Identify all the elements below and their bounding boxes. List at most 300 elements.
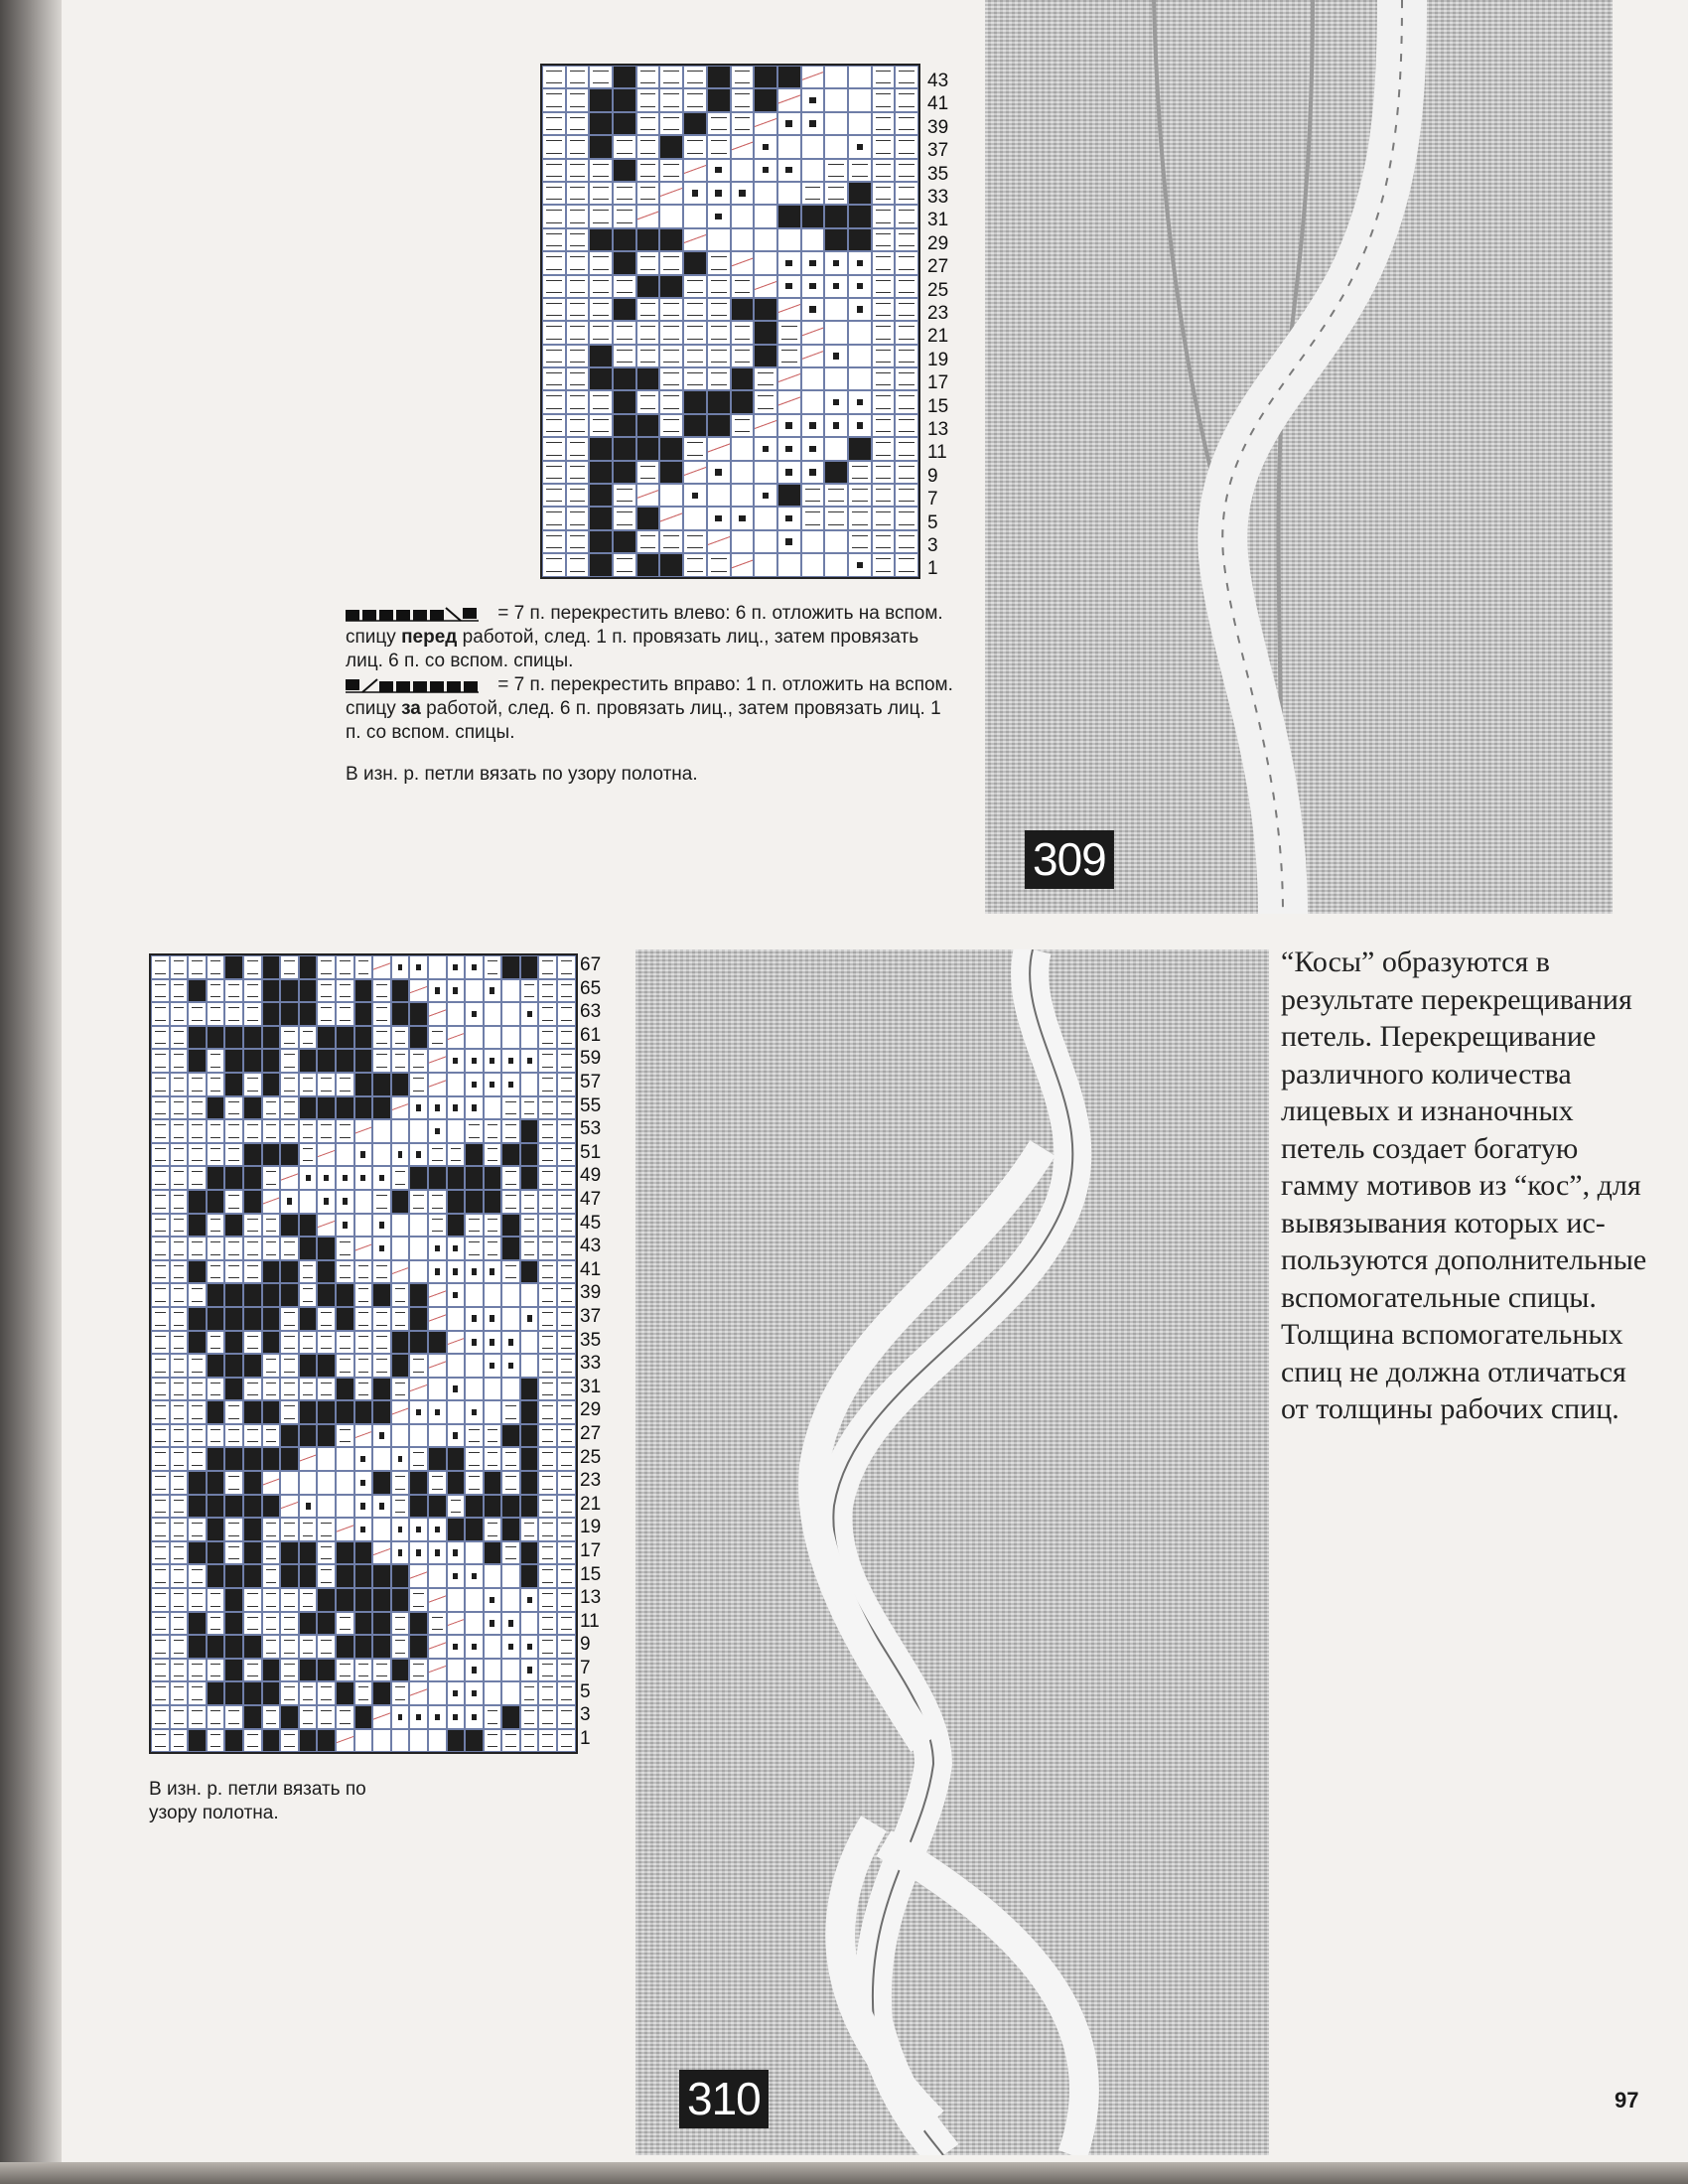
chart-cell (872, 484, 896, 507)
chart-cell (520, 1681, 539, 1705)
chart-cell (336, 979, 354, 1003)
chart-cell (188, 1002, 207, 1026)
chart-cell (170, 1049, 189, 1073)
chart-cell (151, 1283, 170, 1307)
chart-cell (895, 484, 918, 507)
chart-cell (557, 1307, 576, 1331)
chart-cell (317, 1260, 336, 1284)
row-number: 11 (580, 1610, 600, 1632)
chart-cell (280, 1705, 299, 1729)
chart-cell (731, 228, 755, 251)
chart-cell (731, 367, 755, 390)
chart-cell (428, 1541, 447, 1565)
chart-cell (801, 345, 825, 367)
chart-cell (428, 1331, 447, 1355)
chart-cell (391, 1026, 410, 1050)
chart-cell (243, 1705, 262, 1729)
chart-cell (484, 1190, 502, 1214)
chart-cell (520, 1049, 539, 1073)
chart-cell (824, 414, 848, 437)
chart-cell (372, 1378, 391, 1401)
chart-cell (566, 367, 590, 390)
chart-cell (207, 1681, 225, 1705)
chart-cell (354, 1260, 373, 1284)
chart-cell (589, 159, 613, 182)
chart-cell (447, 1681, 466, 1705)
chart-cell (188, 1307, 207, 1331)
chart-cell (391, 1049, 410, 1073)
chart-cell (566, 530, 590, 553)
chart-cell (170, 1495, 189, 1519)
chart-cell (372, 979, 391, 1003)
chart-cell (542, 321, 566, 344)
chart-cell (243, 1588, 262, 1612)
chart-cell (280, 1635, 299, 1659)
chart-cell (317, 1096, 336, 1120)
chart-cell (170, 1541, 189, 1565)
chart-cell (520, 979, 539, 1003)
row-number: 51 (580, 1141, 602, 1163)
row-number: 23 (927, 303, 949, 324)
chart-cell (557, 1424, 576, 1448)
chart-cell (731, 461, 755, 484)
chart-cell (409, 1378, 428, 1401)
page-number: 97 (1615, 2088, 1639, 2112)
chart-cell (895, 275, 918, 298)
chart-cell (428, 1119, 447, 1143)
chart-cell (501, 1681, 520, 1705)
chart-cell (659, 530, 683, 553)
chart-cell (848, 345, 872, 367)
chart-cell (538, 1659, 557, 1682)
chart-cell (589, 345, 613, 367)
chart-cell (659, 321, 683, 344)
chart-cell (707, 553, 731, 576)
chart-cell (484, 1237, 502, 1260)
chart-cell (170, 1073, 189, 1096)
chart-cell (538, 1681, 557, 1705)
chart-cell (465, 1283, 484, 1307)
chart-cell (754, 205, 777, 227)
chart-cell (280, 1518, 299, 1541)
chart-cell (484, 1400, 502, 1424)
chart-cell (848, 461, 872, 484)
chart-cell (801, 321, 825, 344)
chart-cell (262, 1447, 281, 1471)
chart-cell (354, 1143, 373, 1167)
chart-cell (557, 1471, 576, 1495)
chart-cell (557, 1378, 576, 1401)
chart-cell (280, 1564, 299, 1588)
chart-cell (484, 1495, 502, 1519)
chart-cell (188, 1073, 207, 1096)
chart-cell (848, 367, 872, 390)
chart-cell (262, 1612, 281, 1636)
chart-cell (754, 321, 777, 344)
chart-cell (542, 367, 566, 390)
chart-cell (895, 135, 918, 158)
chart-cell (336, 1283, 354, 1307)
row-number: 7 (580, 1658, 591, 1678)
chart-cell (848, 251, 872, 274)
chart-cell (243, 1237, 262, 1260)
chart-cell (447, 979, 466, 1003)
chart-cell (151, 1378, 170, 1401)
chart-cell (336, 1400, 354, 1424)
chart-cell (754, 251, 777, 274)
chart-cell (636, 228, 660, 251)
row-number: 63 (580, 1001, 602, 1023)
chart-cell (538, 1002, 557, 1026)
chart-cell (207, 1002, 225, 1026)
chart-cell (542, 414, 566, 437)
chart-cell (336, 1049, 354, 1073)
chart-cell (447, 1541, 466, 1565)
chart-cell (372, 1518, 391, 1541)
chart-cell (501, 1073, 520, 1096)
chart-cell (207, 1166, 225, 1190)
row-number: 19 (927, 349, 949, 370)
chart-cell (447, 1659, 466, 1682)
chart-cell (465, 1119, 484, 1143)
chart-cell (824, 390, 848, 413)
chart-cell (354, 1705, 373, 1729)
chart-cell (170, 1260, 189, 1284)
chart-cell (731, 298, 755, 321)
chart-cell (659, 88, 683, 111)
chart-cell (224, 1354, 243, 1378)
chart-cell (170, 1214, 189, 1238)
chart-cell (336, 1564, 354, 1588)
chart-309-legend (346, 602, 961, 787)
chart-cell (447, 1495, 466, 1519)
chart-cell (707, 275, 731, 298)
chart-cell (243, 1378, 262, 1401)
chart-cell (243, 1026, 262, 1050)
chart-cell (542, 66, 566, 88)
chart-cell (777, 345, 801, 367)
chart-cell (170, 1283, 189, 1307)
chart-cell (151, 1447, 170, 1471)
chart-cell (354, 1612, 373, 1636)
chart-cell (566, 484, 590, 507)
chart-cell (280, 1588, 299, 1612)
chart-cell (659, 507, 683, 529)
chart-cell (447, 1564, 466, 1588)
chart-cell (207, 1119, 225, 1143)
row-number: 15 (580, 1563, 602, 1585)
chart-cell (447, 1612, 466, 1636)
chart-cell (409, 1471, 428, 1495)
chart-cell (317, 1729, 336, 1753)
chart-cell (824, 88, 848, 111)
chart-cell (409, 1190, 428, 1214)
chart-cell (707, 437, 731, 460)
chart-cell (557, 1612, 576, 1636)
chart-cell (520, 1026, 539, 1050)
chart-cell (731, 484, 755, 507)
chart-cell (391, 1260, 410, 1284)
chart-cell (188, 1518, 207, 1541)
chart-cell (280, 979, 299, 1003)
chart-cell (566, 182, 590, 205)
chart-cell (299, 1378, 318, 1401)
chart-cell (824, 461, 848, 484)
chart-cell (336, 1096, 354, 1120)
chart-cell (262, 1096, 281, 1120)
chart-cell (557, 1214, 576, 1238)
chart-cell (557, 955, 576, 979)
chart-cell (409, 979, 428, 1003)
chart-cell (895, 345, 918, 367)
chart-cell (754, 159, 777, 182)
chart-cell (731, 414, 755, 437)
chart-cell (207, 1049, 225, 1073)
chart-cell (636, 182, 660, 205)
chart-cell (872, 414, 896, 437)
chart-cell (557, 1659, 576, 1682)
chart-cell (170, 1681, 189, 1705)
chart-cell (354, 1564, 373, 1588)
row-number: 11 (927, 442, 947, 464)
chart-cell (409, 1635, 428, 1659)
chart-cell (520, 1307, 539, 1331)
chart-cell (170, 1378, 189, 1401)
chart-cell (317, 1143, 336, 1167)
chart-cell (354, 1237, 373, 1260)
chart-cell (777, 88, 801, 111)
chart-cell (280, 1214, 299, 1238)
chart-cell (372, 1331, 391, 1355)
row-number: 29 (927, 232, 949, 254)
chart-cell (589, 530, 613, 553)
chart-cell (151, 1049, 170, 1073)
chart-cell (336, 1635, 354, 1659)
chart-cell (636, 484, 660, 507)
chart-cell (636, 367, 660, 390)
chart-cell (317, 1307, 336, 1331)
chart-cell (409, 1307, 428, 1331)
chart-cell (317, 1447, 336, 1471)
chart-cell (207, 1260, 225, 1284)
chart-cell (280, 1166, 299, 1190)
chart-cell (224, 1283, 243, 1307)
chart-cell (520, 1237, 539, 1260)
chart-cell (336, 1659, 354, 1682)
chart-cell (447, 1471, 466, 1495)
chart-cell (557, 1073, 576, 1096)
chart-cell (336, 1447, 354, 1471)
chart-cell (589, 112, 613, 135)
chart-cell (151, 1635, 170, 1659)
row-number: 35 (580, 1329, 602, 1351)
cable-310-illustration (635, 949, 1269, 2155)
chart-cell (299, 1471, 318, 1495)
chart-cell (589, 66, 613, 88)
legend-cross-right (346, 673, 961, 745)
chart-cell (824, 507, 848, 529)
chart-cell (557, 979, 576, 1003)
chart-cell (484, 1378, 502, 1401)
chart-cell (538, 1635, 557, 1659)
chart-cell (848, 66, 872, 88)
chart-cell (207, 1612, 225, 1636)
chart-cell (520, 1729, 539, 1753)
chart-cell (207, 1354, 225, 1378)
chart-cell (299, 1354, 318, 1378)
chart-cell (659, 414, 683, 437)
chart-cell (777, 507, 801, 529)
chart-cell (151, 1190, 170, 1214)
chart-cell (224, 1424, 243, 1448)
chart-cell (484, 1096, 502, 1120)
chart-cell (170, 1143, 189, 1167)
chart-cell (683, 228, 707, 251)
chart-cell (566, 298, 590, 321)
chart-cell (409, 1518, 428, 1541)
chart-cell (613, 530, 636, 553)
chart-cell (557, 1588, 576, 1612)
chart-cell (280, 1049, 299, 1073)
chart-cell (501, 1002, 520, 1026)
chart-cell (262, 1729, 281, 1753)
row-number: 43 (580, 1236, 602, 1257)
chart-cell (151, 1588, 170, 1612)
chart-cell (317, 1471, 336, 1495)
chart-cell (391, 1073, 410, 1096)
chart-cell (243, 1331, 262, 1355)
chart-cell (801, 298, 825, 321)
chart-cell (243, 1635, 262, 1659)
chart-cell (243, 1495, 262, 1519)
chart-cell (428, 1378, 447, 1401)
chart-cell (659, 112, 683, 135)
chart-cell (354, 979, 373, 1003)
chart-cell (465, 1564, 484, 1588)
chart-cell (683, 88, 707, 111)
chart-cell (659, 66, 683, 88)
chart-cell (731, 437, 755, 460)
chart-cell (613, 66, 636, 88)
chart-cell (299, 1073, 318, 1096)
chart-cell (170, 1002, 189, 1026)
chart-cell (188, 1260, 207, 1284)
chart-cell (447, 1378, 466, 1401)
chart-cell (895, 159, 918, 182)
cross-left-symbol-icon (346, 606, 492, 622)
chart-cell (520, 1541, 539, 1565)
chart-cell (243, 1729, 262, 1753)
chart-cell (613, 112, 636, 135)
chart-cell (354, 1541, 373, 1565)
chart-cell (872, 135, 896, 158)
chart-cell (262, 979, 281, 1003)
pattern-number-309: 309 (1025, 830, 1114, 889)
chart-cell (801, 275, 825, 298)
chart-cell (207, 979, 225, 1003)
chart-cell (317, 1166, 336, 1190)
chart-cell (465, 1190, 484, 1214)
chart-cell (391, 1119, 410, 1143)
chart-cell (520, 1002, 539, 1026)
legend-right-rest: работой, след. 6 п. провязать лиц., затем провязать лиц. 1 п. со вспом. спицы. (346, 698, 941, 743)
chart-cell (428, 1729, 447, 1753)
chart-cell (557, 1026, 576, 1050)
chart-cell (801, 484, 825, 507)
chart-cell (188, 1237, 207, 1260)
chart-cell (151, 1564, 170, 1588)
chart-cell (542, 112, 566, 135)
chart-cell (243, 1424, 262, 1448)
chart-cell (501, 1260, 520, 1284)
chart-cell (224, 1471, 243, 1495)
chart-cell (224, 955, 243, 979)
chart-cell (895, 228, 918, 251)
chart-cell (207, 1729, 225, 1753)
chart-cell (824, 437, 848, 460)
chart-cell (428, 1190, 447, 1214)
chart-cell (707, 507, 731, 529)
chart-cell (636, 88, 660, 111)
chart-cell (280, 1729, 299, 1753)
chart-cell (801, 507, 825, 529)
chart-cell (566, 275, 590, 298)
chart-cell (207, 1564, 225, 1588)
chart-cell (447, 1214, 466, 1238)
chart-cell (372, 1096, 391, 1120)
chart-cell (731, 507, 755, 529)
chart-cell (683, 182, 707, 205)
chart-cell (520, 1518, 539, 1541)
chart-cell (683, 321, 707, 344)
chart-cell (207, 1378, 225, 1401)
chart-cell (520, 1331, 539, 1355)
chart-cell (262, 1588, 281, 1612)
chart-cell (501, 1354, 520, 1378)
chart-cell (848, 553, 872, 576)
chart-cell (542, 345, 566, 367)
chart-cell (613, 88, 636, 111)
row-number: 21 (580, 1493, 602, 1515)
chart-cell (170, 1447, 189, 1471)
chart-cell (317, 979, 336, 1003)
chart-310-note: В изн. р. петли вязать по узору полотна. (149, 1779, 366, 1823)
chart-cell (848, 182, 872, 205)
chart-cell (465, 1026, 484, 1050)
chart-cell (224, 1307, 243, 1331)
chart-cell (280, 1378, 299, 1401)
chart-cell (354, 1096, 373, 1120)
chart-cell (566, 205, 590, 227)
chart-cell (207, 1214, 225, 1238)
chart-cell (151, 1143, 170, 1167)
chart-cell (354, 1471, 373, 1495)
chart-cell (224, 1143, 243, 1167)
chart-cell (151, 1073, 170, 1096)
chart-cell (542, 461, 566, 484)
chart-cell (391, 1237, 410, 1260)
chart-cell (428, 1635, 447, 1659)
chart-cell (262, 1681, 281, 1705)
chart-cell (824, 205, 848, 227)
chart-cell (848, 437, 872, 460)
chart-cell (151, 1400, 170, 1424)
chart-cell (538, 1495, 557, 1519)
chart-cell (372, 1002, 391, 1026)
chart-cell (207, 1471, 225, 1495)
chart-cell (872, 437, 896, 460)
chart-cell (683, 345, 707, 367)
